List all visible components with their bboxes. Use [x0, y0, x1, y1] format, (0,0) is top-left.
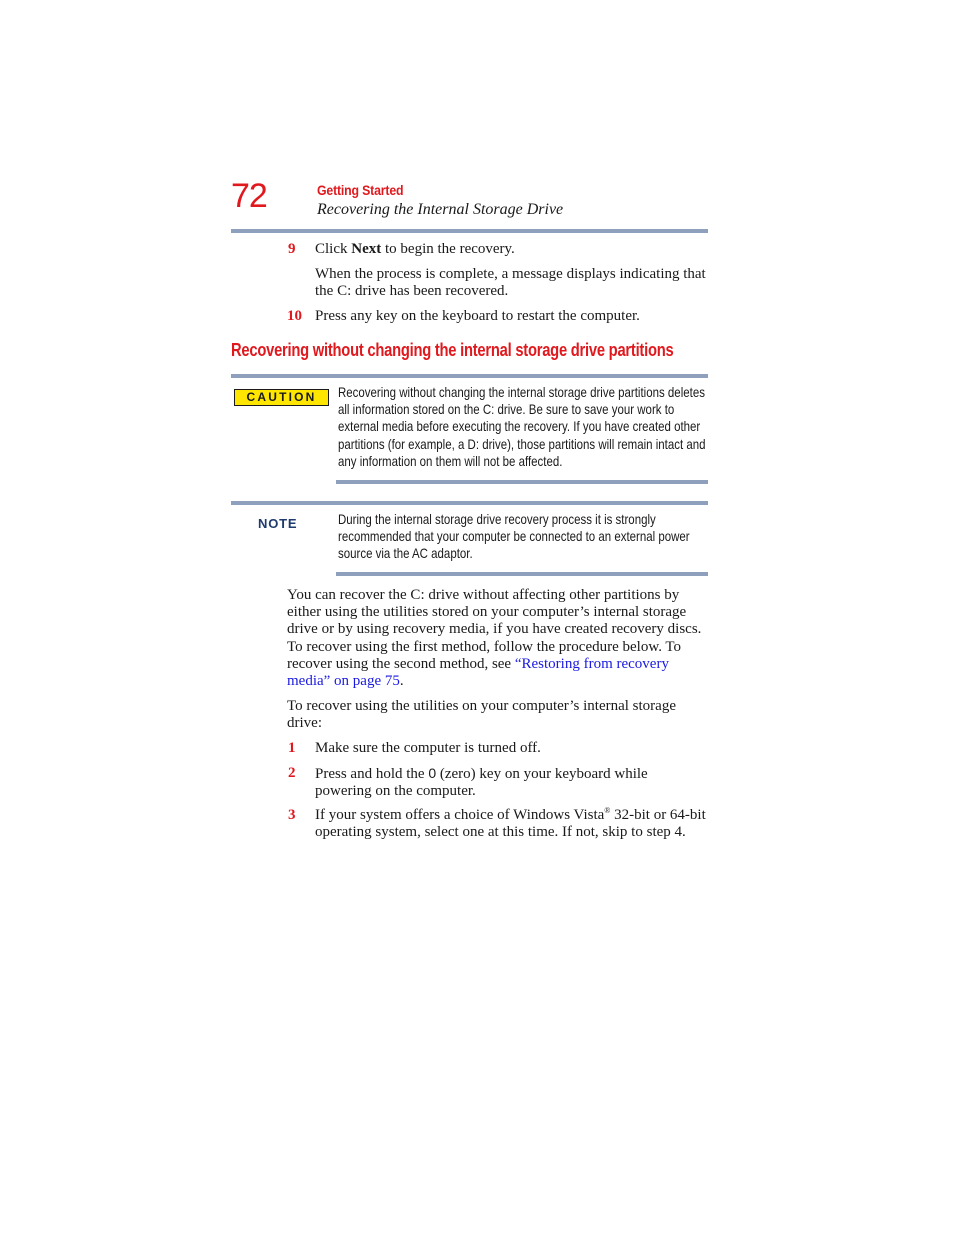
registered-mark: ®	[604, 806, 611, 815]
section-heading: Recovering without changing the internal storage drive partitions	[231, 340, 674, 360]
caution-top-rule	[231, 374, 708, 378]
body-paragraph	[287, 587, 705, 690]
section-title: Recovering the Internal Storage Drive	[317, 201, 564, 218]
paragraph-end: .	[399, 673, 404, 690]
step-number: 2	[288, 765, 296, 781]
step-text-post: 32-bit or 64-bit operating system, select one at this time. If not, skip to step 4.	[315, 807, 706, 840]
step-number: 10	[287, 308, 302, 324]
restoring-recovery-media-link[interactable]: “Restoring from recovery media” on page 75	[287, 655, 669, 690]
caution-badge: CAUTION	[234, 389, 329, 406]
paragraph-text: You can recover the C: drive without affecting other partitions by either using the utilities stored on your computer’s internal storage drive or by using recovery media, if you have created recovery discs. To recover using the first method, follow the procedure below. To recover using the second method, see	[287, 587, 702, 672]
step-number: 3	[288, 807, 296, 823]
chapter-title: Getting Started	[317, 182, 404, 198]
body-paragraph: To recover using the utilities on your computer’s internal storage drive:	[287, 698, 676, 732]
step-text: Make sure the computer is turned off.	[315, 740, 541, 756]
step-extra-text: When the process is complete, a message displays indicating that the C: drive has been recovered.	[315, 266, 706, 299]
step-text-pre: Click	[315, 241, 352, 257]
step-number: 1	[288, 740, 296, 756]
step-text	[315, 241, 708, 258]
caution-bottom-rule	[336, 480, 708, 484]
step-text-bold: Next	[351, 241, 382, 257]
step-text: Press any key on the keyboard to restart the computer.	[315, 308, 640, 324]
step-text	[315, 807, 708, 841]
step-text	[315, 765, 708, 800]
note-top-rule	[231, 501, 708, 505]
step-text-post: to begin the recovery.	[381, 241, 515, 257]
note-text: During the internal storage drive recovery process it is strongly recommended that your computer be connected to an external power source via the AC adaptor.	[338, 511, 690, 562]
step-number: 9	[288, 241, 296, 257]
key-zero: 0	[428, 765, 437, 781]
note-badge: NOTE	[258, 516, 298, 531]
caution-text: Recovering without changing the internal storage drive partitions deletes all information stored on the C: drive. Be sure to save your work to external media before executing the recovery. If you have created other partitions (for example, a D: drive), those partitions will remain intact and any information on them will not be affected.	[338, 384, 706, 469]
page-number: 72	[231, 177, 267, 215]
note-bottom-rule	[336, 572, 708, 576]
step-text-pre: Press and hold the	[315, 766, 429, 782]
step-text-pre: If your system offers a choice of Windows Vista	[315, 807, 605, 823]
header-rule	[231, 229, 708, 233]
step-text-post: (zero) key on your keyboard while powering on the computer.	[315, 766, 648, 799]
